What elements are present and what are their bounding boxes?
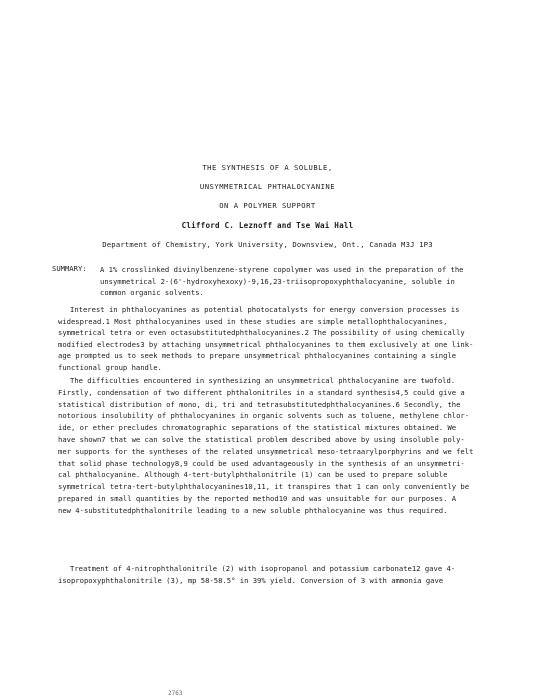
paragraph-line: isopropoxyphthalonitrile (3), mp 58-58.5° in 39% yield. Conversion of 3 with ammonia gave — [58, 575, 444, 585]
title-line-3: ON A POLYMER SUPPORT — [219, 201, 316, 210]
paragraph-3 — [58, 563, 490, 587]
title-line-2: UNSYMMETRICAL PHTHALOCYANINE — [199, 182, 336, 191]
paragraph-line: modified electrodes3 by attaching unsymmetrical phthalocyanines to them exclusively at one link- — [58, 339, 474, 349]
paragraph-line: symmetrical tetra or even octasubstitutedphthalocyanines.2 The possibility of using chemically — [58, 328, 465, 337]
paragraph-line: Treatment of 4-nitrophthalonitrile (2) with isopropanol and potassium carbonate12 gave 4- — [70, 564, 456, 573]
paragraph-line: mer supports for the syntheses of the related unsymmetrical meso-tetraarylporphyrins and we felt — [58, 446, 474, 456]
summary-line: common organic solvents. — [100, 288, 204, 297]
paragraph-line: Interest in phthalocyanines as potential photocatalysts for energy conversion processes is — [70, 305, 460, 314]
paragraph-line: functional group handle. — [58, 362, 162, 372]
paragraph-line: that solid phase technology8,9 could be used advantageously in the synthesis of an unsymmetri- — [58, 458, 465, 468]
summary-line: unsymmetrical 2-(6'-hydroxyhexoxy)-9,16,23-triisopropoxyphthalocyanine, soluble in — [100, 276, 455, 286]
paragraph-line: notorious insolubility of phthalocyanines in organic solvents such as toluene, methylene chlor- — [58, 411, 470, 421]
paragraph-2 — [58, 375, 490, 517]
paragraph-line: prepared in small quantities by the reported method10 and was unsuitable for our purposes. A — [58, 493, 457, 503]
paragraph-line: widespread.1 Most phthalocyanines used in these studies are simple metallophthalocyanines, — [58, 316, 448, 326]
paragraph-line: new 4-substitutedphthalonitrile leading to a new soluble phthalocyanine was thus required. — [58, 505, 448, 515]
paragraph-line: have shown7 that we can solve the statistical problem described above by using insoluble poly- — [58, 434, 465, 444]
page-footer: 2763 — [168, 690, 183, 697]
paragraph-line: The difficulties encountered in synthesizing an unsymmetrical phthalocyanine are twofold. — [70, 376, 456, 385]
paragraph-line: Firstly, condensation of two different phthalonitriles in a standard synthesis4,5 could give a — [58, 387, 465, 397]
authors: Clifford C. Leznoff and Tse Wai Hall — [181, 221, 354, 230]
summary-line: A 1% crosslinked divinylbenzene-styrene copolymer was used in the preparation of the — [100, 265, 464, 274]
title-line-1: THE SYNTHESIS OF A SOLUBLE, — [202, 163, 333, 172]
summary-text — [100, 264, 500, 299]
paragraph-line: age prompted us to seek methods to prepare unsymmetrical phthalocyanines containing a single — [58, 351, 457, 360]
paragraph-line: statistical distribution of mono, di, tri and tetrasubstitutedphthalocyanines.6 Secondly, the — [58, 399, 461, 409]
paragraph-line: cal phthalocyanine. Although 4-tert-butylphthalonitrile (1) can be used to prepare soluble — [58, 470, 448, 480]
paragraph-1 — [58, 304, 490, 373]
paragraph-line: ide, or ether precludes chromatographic separations of the statistical mixtures obtained. We — [58, 423, 457, 433]
paragraph-line: symmetrical tetra-tert-butylphthalocyanines10,11, it transpires that 1 can only conveniently be — [58, 482, 470, 492]
affiliation: Department of Chemistry, York University, Downsview, Ont., Canada M3J 1P3 — [102, 240, 433, 249]
summary-label: SUMMARY: — [52, 264, 87, 273]
